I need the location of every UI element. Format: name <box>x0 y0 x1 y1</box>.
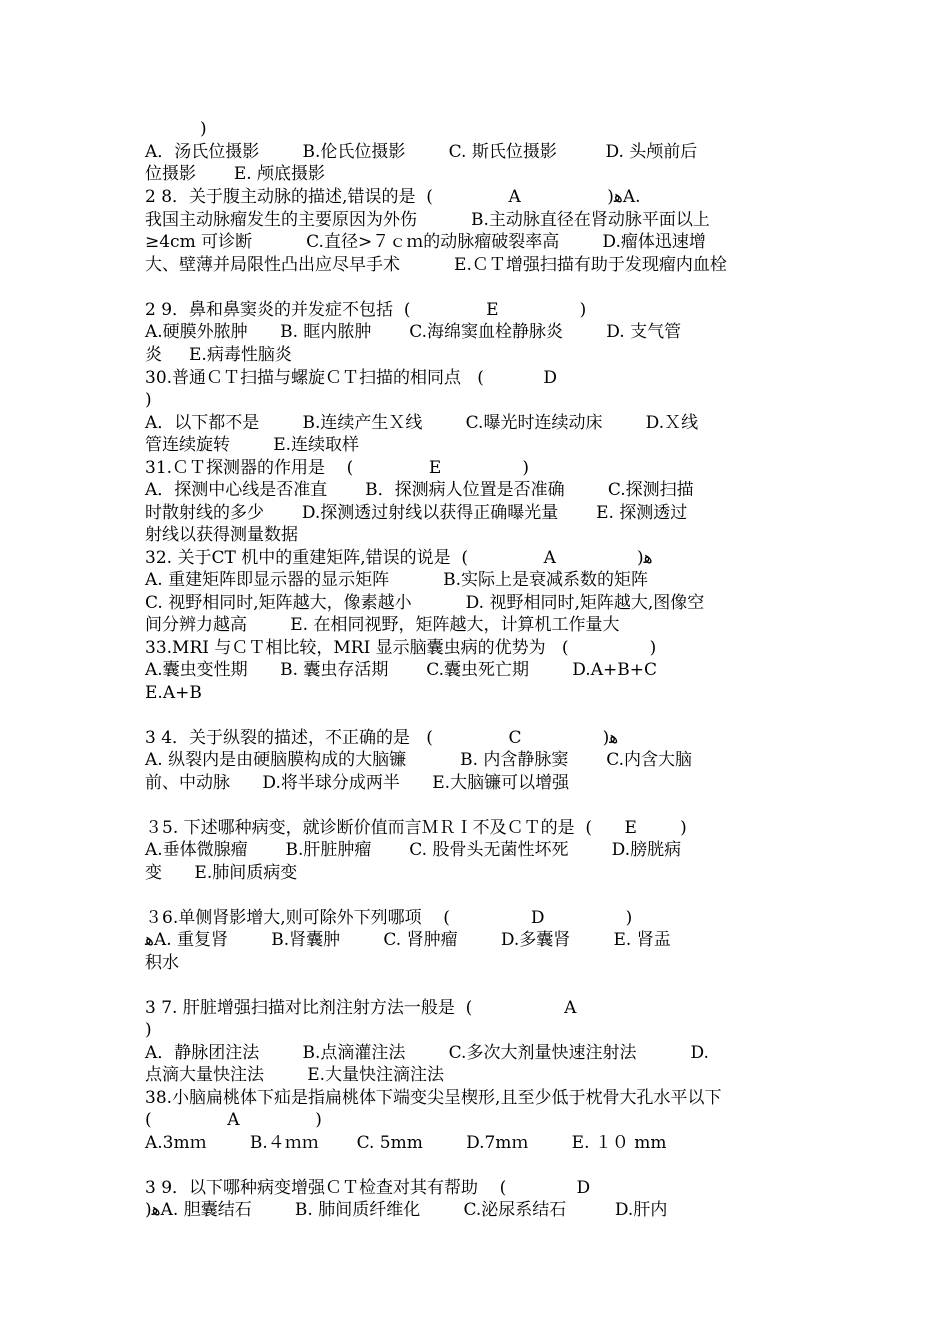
text-line: 时散射线的多少 D.探测透过射线以获得正确曝光量 E. 探测透过 <box>145 503 688 523</box>
text-line: A. 纵裂内是由硬脑膜构成的大脑镰 B. 内含静脉窦 C.内含大脑 <box>145 750 693 770</box>
text-line: 前、中动脉 D.将半球分成两半 E.大脑镰可以增强 <box>145 773 570 793</box>
text-line: )ﻫA. 胆囊结石 B. 肺间质纤维化 C.泌尿系结石 D.肝内 <box>145 1200 668 1220</box>
text-line: A．静脉团注法 B.点滴灌注法 C.多次大剂量快速注射法 D. <box>145 1043 709 1063</box>
text-line: ≥4cm 可诊断 C.直径>７ｃｍ的动脉瘤破裂率高 D.瘤体迅速增 <box>145 232 706 252</box>
text-line: ) <box>145 390 152 410</box>
text-line: ３5. 下述哪种病变，就诊断价值而言ＭＲＩ不及ＣＴ的是 ( E ) <box>145 818 687 838</box>
text-line: ( A ) <box>145 1110 322 1130</box>
text-line: 3 9．以下哪种病变增强ＣＴ检查对其有帮助 ( D <box>145 1178 591 1198</box>
text-line: 间分辨力越高 E. 在相同视野，矩阵越大，计算机工作量大 <box>145 615 620 635</box>
text-line: C. 视野相同时,矩阵越大，像素越小 D. 视野相同时,矩阵越大,图像空 <box>145 593 705 613</box>
text-line: 30.普通ＣＴ扫描与螺旋ＣＴ扫描的相同点 ( D <box>145 368 557 388</box>
text-line: A．探测中心线是否准直 B．探测病人位置是否准确 C.探测扫描 <box>145 480 694 500</box>
text-line: 38.小脑扁桃体下疝是指扁桃体下端变尖呈楔形,且至少低于枕骨大孔水平以下 <box>145 1088 722 1108</box>
text-line: 31.ＣＴ探测器的作用是 ( E ) <box>145 458 530 478</box>
text-line: 位摄影 E. 颅底摄影 <box>145 164 326 184</box>
text-line: A．汤氏位摄影 B.伦氏位摄影 C. 斯氏位摄影 D. 头颅前后 <box>145 142 698 162</box>
text-line: A. 重建矩阵即显示器的显示矩阵 B.实际上是衰减系数的矩阵 <box>145 570 649 590</box>
text-line: ) <box>200 119 207 139</box>
text-line: 大、壁薄并局限性凸出应尽早手术 E.ＣＴ增强扫描有助于发现瘤内血栓 <box>145 255 727 275</box>
text-line: A.硬膜外脓肿 B. 眶内脓肿 C.海绵窦血栓静脉炎 D. 支气管 <box>145 322 682 342</box>
text-line: A．以下都不是 B.连续产生Ｘ线 C.曝光时连续动床 D.Ｘ线 <box>145 413 699 433</box>
text-line: 3 4．关于纵裂的描述，不正确的是 ( C )ﻫ <box>145 728 619 748</box>
text-line: 点滴大量快注法 E.大量快注滴注法 <box>145 1065 445 1085</box>
text-line: ３6.单侧肾影增大,则可除外下列哪项 ( D ) <box>145 908 633 928</box>
text-line: A.3mｍ B.４ｍｍ C. 5mm D.7mｍ E. １０ mm <box>145 1133 667 1153</box>
text-line: 33.MRI 与ＣＴ相比较，MRI 显示脑囊虫病的优势为 ( ) <box>145 638 657 658</box>
text-line: 积水 <box>145 953 179 973</box>
text-line: E.A+B <box>145 683 202 703</box>
text-line: A.垂体微腺瘤 B.肝脏肿瘤 C. 股骨头无菌性坏死 D.膀胱病 <box>145 840 682 860</box>
text-line: 我国主动脉瘤发生的主要原因为外伤 B.主动脉直径在肾动脉平面以上 <box>145 210 710 230</box>
text-line: 射线以获得测量数据 <box>145 525 298 545</box>
text-line: ﻫA. 重复肾 B.肾囊肿 C. 肾肿瘤 D.多囊肾 E. 肾盂 <box>145 930 671 950</box>
text-line: 管连续旋转 E.连续取样 <box>145 435 360 455</box>
text-line: 3 7. 肝脏增强扫描对比剂注射方法一般是 ( A <box>145 998 577 1018</box>
text-line: 32. 关于CT 机中的重建矩阵,错误的说是 ( A )ﻫ <box>145 548 653 568</box>
text-line: 炎 E.病毒性脑炎 <box>145 345 292 365</box>
text-line: ) <box>145 1020 152 1040</box>
text-line: 2 8．关于腹主动脉的描述,错误的是 ( A )ﻫA. <box>145 187 641 207</box>
text-line: 变 E.肺间质病变 <box>145 863 298 883</box>
text-line: A.囊虫变性期 B. 囊虫存活期 C.囊虫死亡期 D.A+B+C <box>145 660 657 680</box>
text-line: 2 9．鼻和鼻窦炎的并发症不包括 ( E ) <box>145 300 587 320</box>
